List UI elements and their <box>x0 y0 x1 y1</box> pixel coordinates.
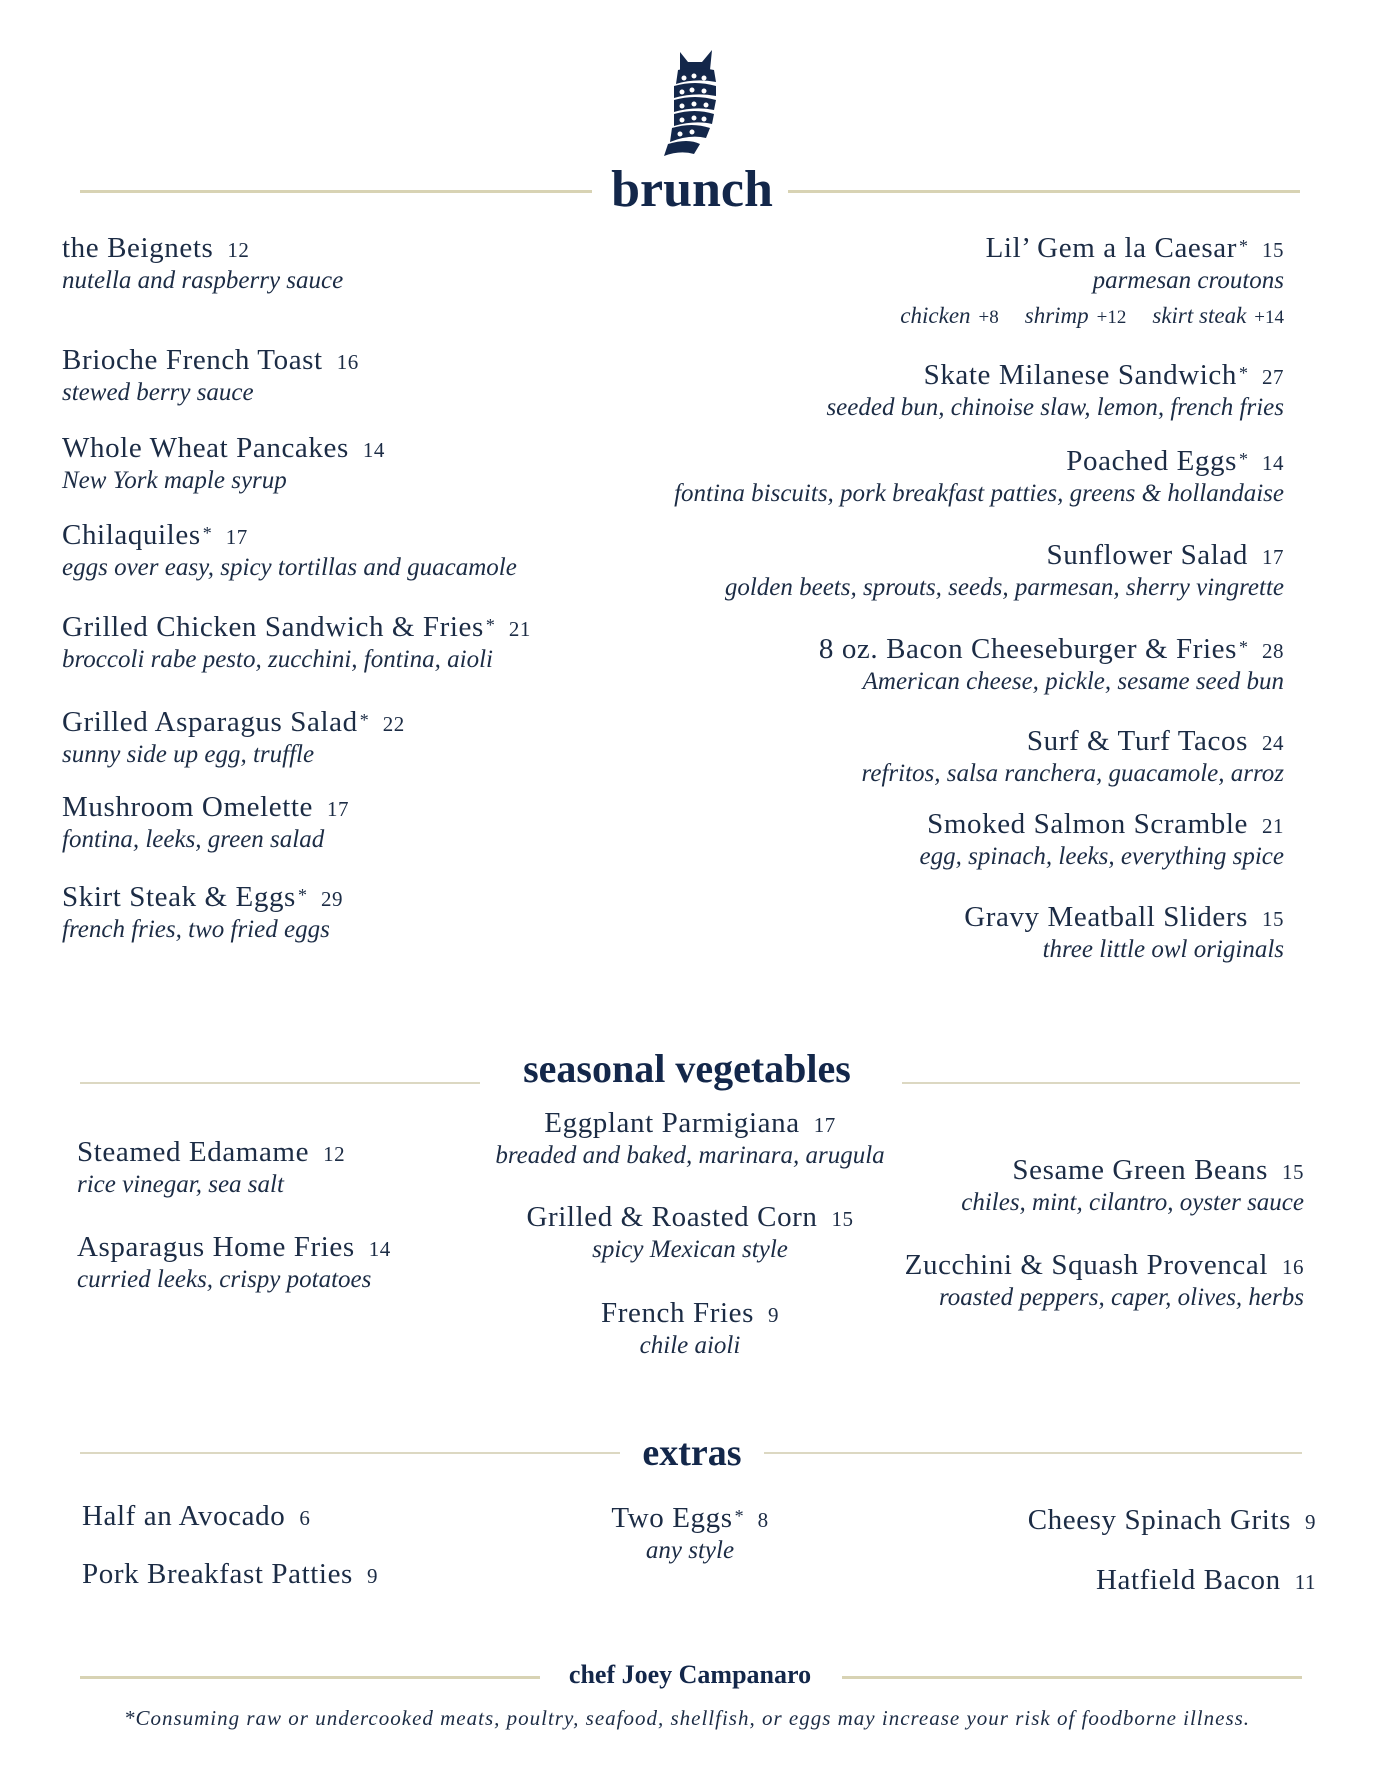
menu-item-price: 11 <box>1294 1570 1316 1594</box>
footer-rule-right <box>842 1676 1302 1679</box>
menu-item-name: Asparagus Home Fries <box>77 1231 355 1263</box>
menu-item-title-line <box>390 1502 990 1535</box>
raw-warning-asterisk: * <box>297 885 307 905</box>
owl-logo <box>660 48 730 158</box>
menu-item-description: rice vinegar, sea salt <box>77 1171 284 1198</box>
menu-item-price: 16 <box>1282 1255 1304 1279</box>
addon-item: skirt steak <box>1152 303 1247 328</box>
menu-item <box>905 1249 1304 1312</box>
menu-item-name: Chilaquiles <box>62 519 201 551</box>
menu-item-title-line <box>819 633 1284 666</box>
menu-item-title-line <box>900 232 1284 265</box>
menu-item-description: parmesan croutons <box>1092 267 1284 294</box>
menu-item-price: 17 <box>327 797 350 821</box>
vegetables-rule-right <box>902 1082 1300 1084</box>
raw-warning-asterisk: * <box>485 615 495 635</box>
menu-item <box>862 725 1284 788</box>
menu-item-price: 9 <box>366 1564 378 1588</box>
menu-item-name: Steamed Edamame <box>77 1136 310 1168</box>
menu-item-title-line <box>62 432 385 465</box>
menu-item <box>390 1107 990 1170</box>
menu-item-title-line <box>82 1500 310 1533</box>
menu-item-title-line <box>390 1107 990 1140</box>
menu-item-title-line <box>964 901 1284 934</box>
menu-item-description: chiles, mint, cilantro, oyster sauce <box>961 1189 1304 1216</box>
menu-item-price: 24 <box>1262 731 1284 755</box>
menu-item-description: roasted peppers, caper, olives, herbs <box>939 1284 1304 1311</box>
menu-item <box>62 232 343 295</box>
menu-item-description: spicy Mexican style <box>592 1236 788 1263</box>
menu-item <box>819 633 1284 696</box>
menu-item-description: french fries, two fried eggs <box>62 916 330 943</box>
menu-item-price: 8 <box>757 1508 769 1532</box>
menu-item-price: 22 <box>382 712 405 736</box>
menu-item-name: Skate Milanese Sandwich <box>923 359 1237 391</box>
menu-item-price: 15 <box>1262 907 1284 931</box>
menu-item <box>826 359 1284 422</box>
menu-item <box>390 1297 990 1360</box>
menu-item-description: three little owl originals <box>1042 936 1284 963</box>
menu-item-price: 28 <box>1262 639 1284 663</box>
menu-item-price: 17 <box>1262 545 1284 569</box>
menu-item-name: Grilled Asparagus Salad <box>62 706 358 738</box>
menu-item-name: Sesame Green Beans <box>1012 1154 1268 1186</box>
raw-warning-asterisk: * <box>734 1506 744 1526</box>
menu-item-name: the Beignets <box>62 232 214 264</box>
menu-item-name: 8 oz. Bacon Cheeseburger & Fries <box>818 633 1237 665</box>
menu-item <box>674 445 1284 508</box>
menu-item-description: New York maple syrup <box>62 467 287 494</box>
addon-item: shrimp <box>1024 303 1089 328</box>
menu-item <box>62 519 517 582</box>
menu-item-price: 14 <box>362 438 385 462</box>
raw-warning-asterisk: * <box>359 710 369 730</box>
menu-item-price: 14 <box>1262 451 1284 475</box>
menu-item-title-line <box>62 791 349 824</box>
menu-item-name: Poached Eggs <box>1066 445 1237 477</box>
menu-item <box>62 344 359 407</box>
menu-item-price: 9 <box>1305 1510 1316 1534</box>
raw-warning-asterisk: * <box>1239 363 1248 383</box>
raw-warning-asterisk: * <box>202 523 212 543</box>
menu-item-name: Skirt Steak & Eggs <box>62 881 296 913</box>
foodborne-disclaimer: *Consuming raw or undercooked meats, poultry, seafood, shellfish, or eggs may increase your risk of foodborne illness. <box>123 1706 1251 1730</box>
menu-item-price: 17 <box>813 1113 836 1137</box>
menu-item-description: eggs over easy, spicy tortillas and guacamole <box>62 554 517 581</box>
menu-item-title-line <box>1096 1564 1316 1597</box>
menu-item-name: French Fries <box>601 1297 754 1329</box>
menu-item <box>961 1154 1304 1217</box>
menu-item <box>62 611 531 674</box>
vegetables-title: seasonal vegetables <box>523 1046 851 1091</box>
addon-price: +12 <box>1096 307 1127 328</box>
menu-item <box>62 881 343 944</box>
menu-item-price: 21 <box>508 617 531 641</box>
menu-item-price: 15 <box>1282 1160 1304 1184</box>
menu-item-description: nutella and raspberry sauce <box>62 267 344 294</box>
menu-item-name: Zucchini & Squash Provencal <box>904 1249 1268 1281</box>
brunch-title: brunch <box>611 161 773 218</box>
menu-item <box>62 791 349 854</box>
menu-item-price: 9 <box>767 1303 779 1327</box>
menu-item-title-line <box>62 519 517 552</box>
menu-item-price: 29 <box>320 887 343 911</box>
menu-item-title-line <box>826 359 1284 392</box>
menu-item-price: 12 <box>227 238 250 262</box>
menu-item-title-line <box>62 706 405 739</box>
menu-item-description: broccoli rabe pesto, zucchini, fontina, aioli <box>62 646 493 673</box>
menu-item-name: Cheesy Spinach Grits <box>1027 1504 1291 1536</box>
menu-item-description: refritos, salsa ranchera, guacamole, arroz <box>861 760 1284 787</box>
menu-item <box>62 706 405 769</box>
menu-item-description: chile aioli <box>639 1332 741 1359</box>
menu-item-description: golden beets, sprouts, seeds, parmesan, sherry vingrette <box>724 574 1284 601</box>
menu-item-description: egg, spinach, leeks, everything spice <box>919 843 1284 870</box>
menu-item-price: 15 <box>831 1207 854 1231</box>
menu-item <box>1028 1504 1316 1537</box>
chef-name: chef Joey Campanaro <box>568 1660 812 1689</box>
menu-item-title-line <box>62 232 343 265</box>
menu-item-title-line <box>77 1136 345 1169</box>
menu-item-description: curried leeks, crispy potatoes <box>77 1266 372 1293</box>
brunch-rule-left <box>80 190 592 193</box>
menu-item-description: fontina, leeks, green salad <box>62 826 325 853</box>
menu-item-name: Grilled Chicken Sandwich & Fries <box>62 611 484 643</box>
menu-item-title-line <box>62 611 531 644</box>
menu-item <box>62 432 385 495</box>
menu-item-title-line <box>674 445 1284 478</box>
raw-warning-asterisk: * <box>1239 449 1248 469</box>
raw-warning-asterisk: * <box>1239 236 1248 256</box>
menu-item-title-line <box>62 344 359 377</box>
menu-item <box>964 901 1284 964</box>
vegetables-rule-left <box>80 1082 480 1084</box>
menu-item-title-line <box>82 1558 378 1591</box>
menu-item-description: any style <box>645 1537 735 1564</box>
menu-item-name: Gravy Meatball Sliders <box>964 901 1248 933</box>
menu-item-name: Pork Breakfast Patties <box>82 1558 353 1590</box>
menu-item-description: American cheese, pickle, sesame seed bun <box>862 668 1284 695</box>
menu-item-name: Brioche French Toast <box>62 344 323 376</box>
extras-rule-left <box>80 1452 620 1454</box>
menu-item <box>390 1201 990 1264</box>
menu-item-title-line <box>390 1297 990 1330</box>
menu-item-title-line <box>961 1154 1304 1187</box>
menu-item-title-line <box>62 881 343 914</box>
menu-item-description: breaded and baked, marinara, arugula <box>495 1142 885 1169</box>
menu-item-price: 16 <box>336 350 359 374</box>
menu-item-title-line <box>77 1231 391 1264</box>
menu-item-name: Mushroom Omelette <box>62 791 314 823</box>
menu-item-price: 21 <box>1262 814 1284 838</box>
menu-item-name: Two Eggs <box>611 1502 733 1534</box>
brunch-rule-right <box>788 190 1300 193</box>
menu-item-title-line <box>905 1249 1304 1282</box>
menu-item-name: Eggplant Parmigiana <box>544 1107 800 1139</box>
menu-item <box>77 1231 391 1294</box>
addon-item: chicken <box>900 303 971 328</box>
menu-item-name: Hatfield Bacon <box>1096 1564 1281 1596</box>
menu-item-price: 27 <box>1262 365 1284 389</box>
menu-item-price: 15 <box>1262 238 1284 262</box>
menu-item-title-line <box>862 725 1284 758</box>
menu-item-name: Sunflower Salad <box>1046 539 1248 571</box>
menu-item <box>1096 1564 1316 1597</box>
menu-item <box>390 1502 990 1565</box>
menu-item-name: Smoked Salmon Scramble <box>927 808 1248 840</box>
menu-item <box>82 1558 378 1591</box>
menu-item <box>725 539 1284 602</box>
menu-item-description: fontina biscuits, pork breakfast patties, greens & hollandaise <box>674 480 1284 507</box>
menu-item-name: Half an Avocado <box>82 1500 286 1532</box>
raw-warning-asterisk: * <box>1239 637 1248 657</box>
owl-logo-icon <box>660 48 730 158</box>
menu-item-addons <box>900 303 1284 329</box>
menu-item <box>900 232 1284 329</box>
menu-item <box>82 1500 310 1533</box>
menu-item-price: 17 <box>225 525 248 549</box>
extras-rule-right <box>764 1452 1302 1454</box>
menu-item <box>920 808 1284 871</box>
menu-item-name: Whole Wheat Pancakes <box>62 432 349 464</box>
menu-item-title-line <box>725 539 1284 572</box>
menu-item-description: stewed berry sauce <box>62 379 254 406</box>
menu-item-name: Surf & Turf Tacos <box>1026 725 1248 757</box>
menu-item-description: sunny side up egg, truffle <box>62 741 315 768</box>
menu-item-title-line <box>920 808 1284 841</box>
menu-item <box>77 1136 345 1199</box>
addon-price: +14 <box>1254 307 1284 328</box>
addon-price: +8 <box>978 307 999 328</box>
menu-item-title-line <box>1028 1504 1316 1537</box>
menu-item-name: Grilled & Roasted Corn <box>526 1201 818 1233</box>
footer-rule-left <box>80 1676 540 1679</box>
menu-item-price: 6 <box>299 1506 311 1530</box>
menu-item-name: Lil’ Gem a la Caesar <box>985 232 1237 264</box>
menu-item-title-line <box>390 1201 990 1234</box>
menu-item-description: seeded bun, chinoise slaw, lemon, french fries <box>826 394 1284 421</box>
menu-item-price: 12 <box>323 1142 346 1166</box>
menu-item-price: 14 <box>368 1237 391 1261</box>
extras-title: extras <box>642 1432 742 1474</box>
